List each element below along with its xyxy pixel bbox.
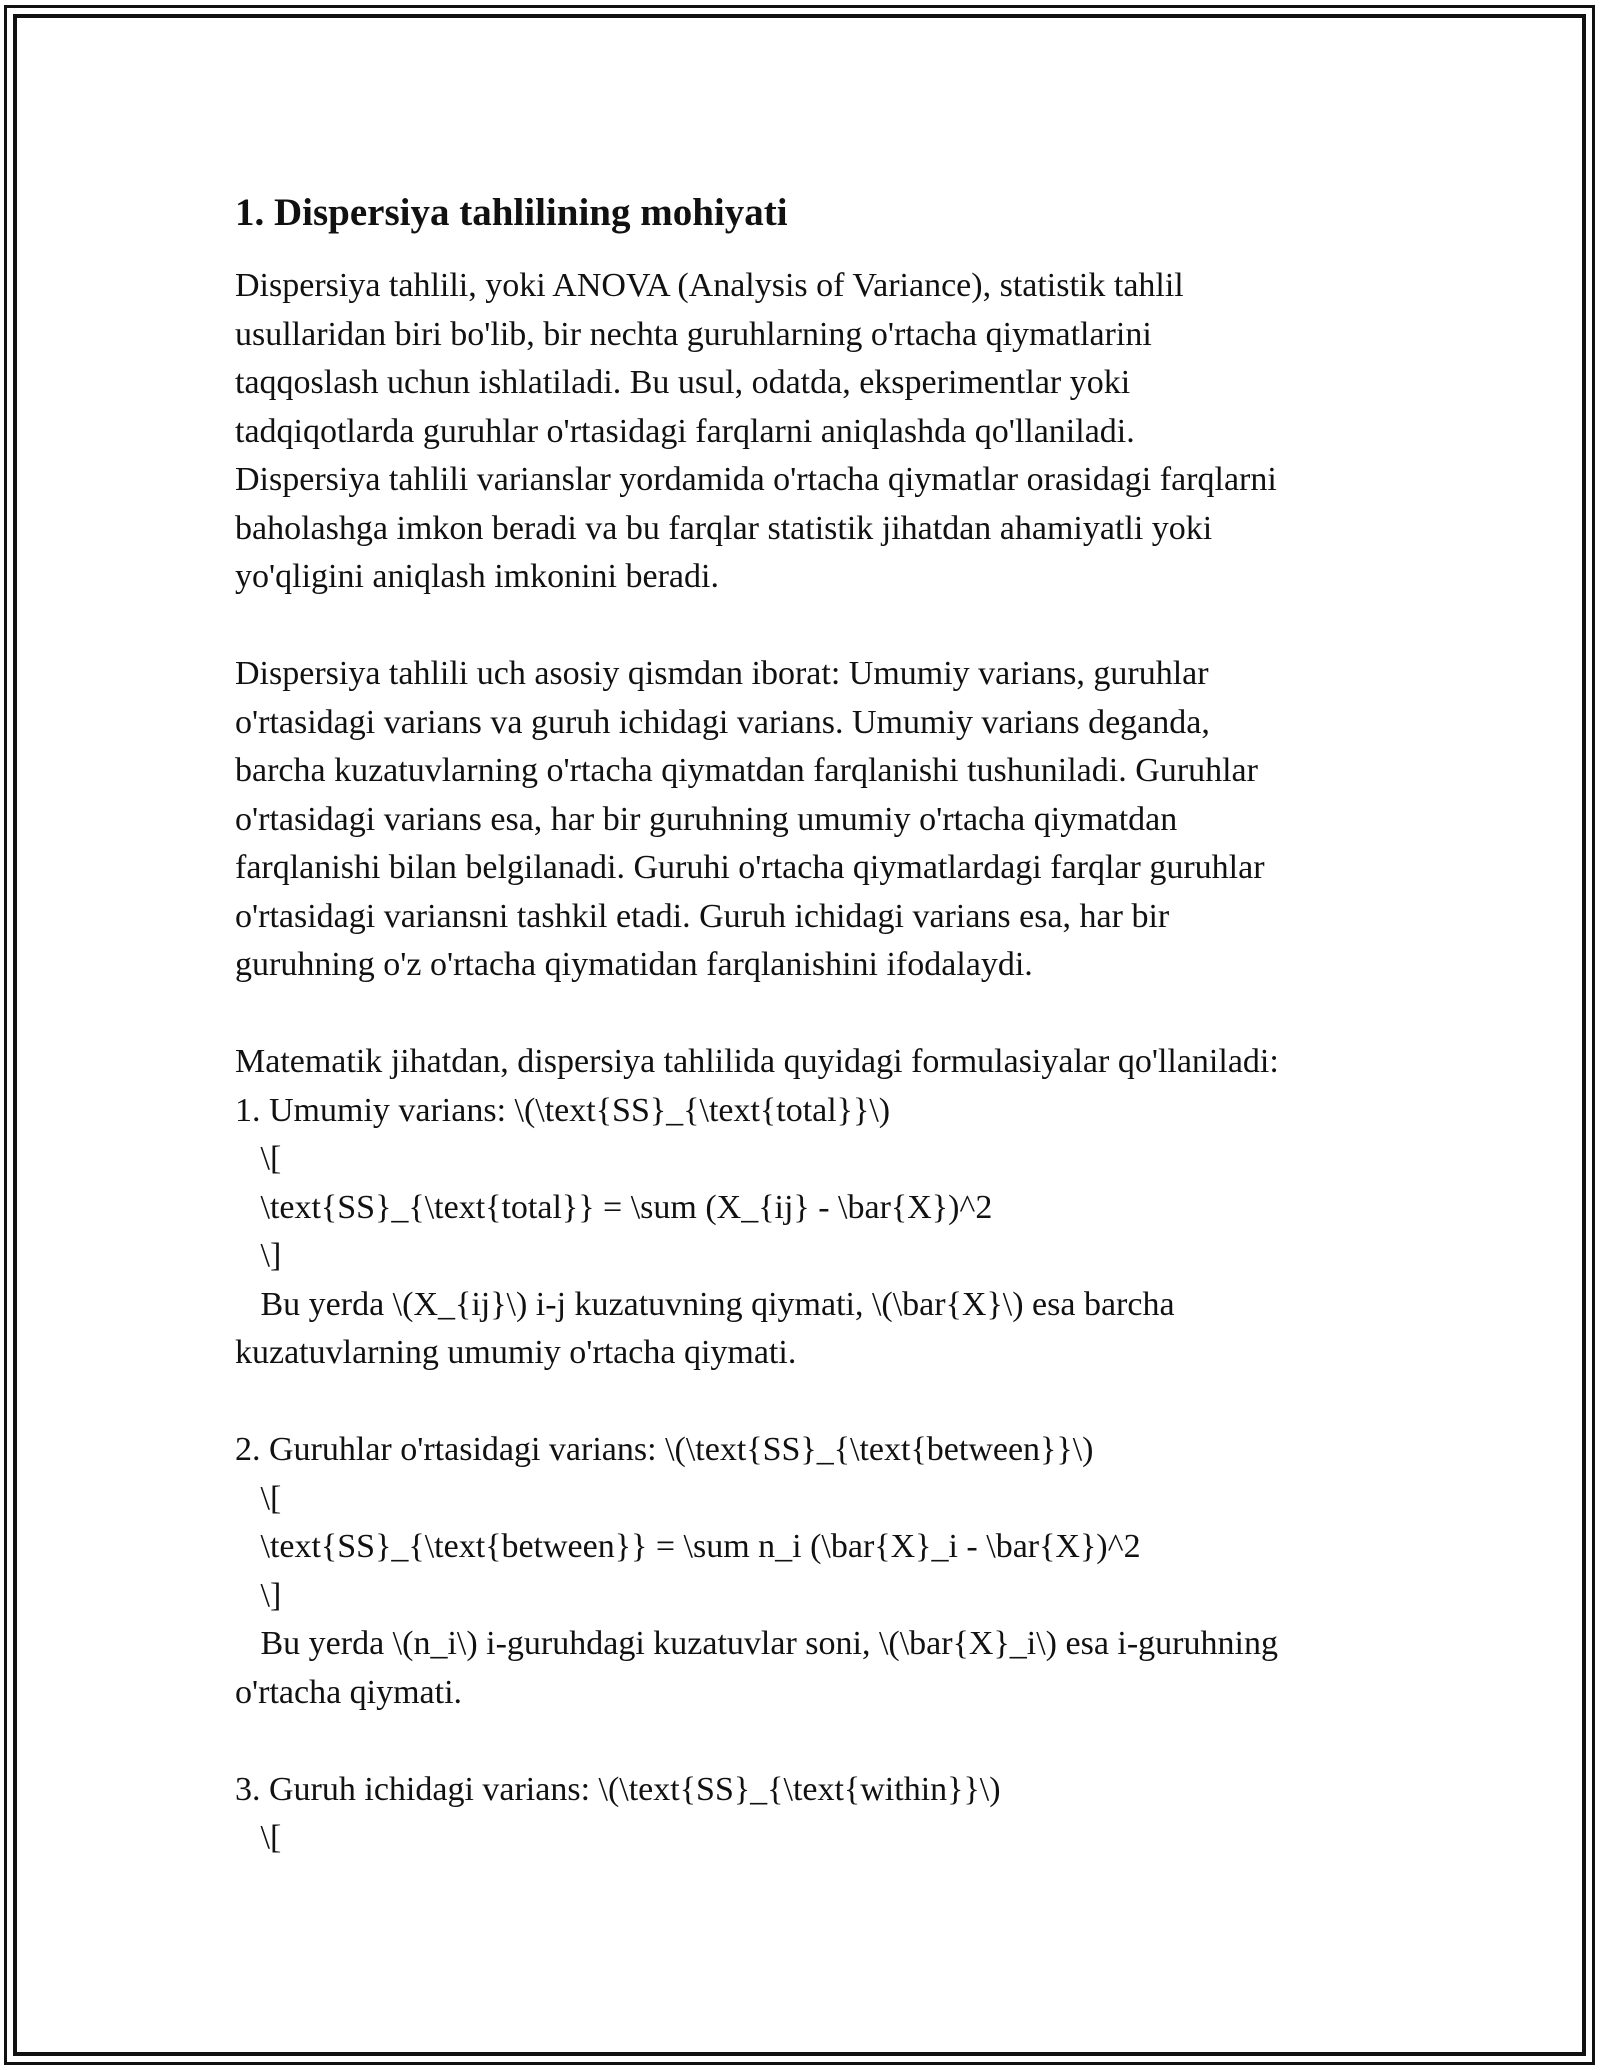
text-line: \] (235, 1576, 282, 1614)
text-line: farqlanishi bilan belgilanadi. Guruhi o'rtacha qiymatlardagi farqlar guruhlar (235, 849, 1265, 886)
section-heading: 1. Dispersiya tahlilining mohiyati (235, 191, 788, 234)
text-line: \text{SS}_{\text{total}} = \sum (X_{ij} - \bar{X})^2 (235, 1188, 993, 1226)
text-line: Bu yerda \(X_{ij}\) i-j kuzatuvning qiymati, \(\bar{X}\) esa barcha (235, 1285, 1175, 1323)
blank-line (235, 990, 1375, 1039)
text-line: \[ (235, 1479, 282, 1517)
blank-line (235, 1378, 1375, 1427)
text-line: \] (235, 1237, 282, 1274)
text-line: 3. Guruh ichidagi varians: \(\text{SS}_{\text{within}}\) (235, 1770, 1001, 1808)
text-line: o'rtasidagi variansni tashkil etadi. Guruh ichidagi varians esa, har bir (235, 897, 1170, 935)
text-line: Bu yerda \(n_i\) i-guruhdagi kuzatuvlar soni, \(\bar{X}_i\) esa i-guruhning (235, 1625, 1278, 1662)
text-line: Dispersiya tahlili uch asosiy qismdan iborat: Umumiy varians, guruhlar (235, 655, 1209, 692)
blank-line (235, 1717, 1375, 1766)
text-line: o'rtasidagi varians va guruh ichidagi varians. Umumiy varians deganda, (235, 703, 1210, 741)
text-line: usullaridan biri bo'lib, bir nechta guruhlarning o'rtacha qiymatlarini (235, 315, 1152, 353)
text-line: \text{SS}_{\text{between}} = \sum n_i (\bar{X}_i - \bar{X})^2 (235, 1528, 1141, 1565)
text-line: o'rtacha qiymati. (235, 1673, 463, 1711)
text-line: Matematik jihatdan, dispersiya tahlilida quyidagi formulasiyalar qo'llaniladi: (235, 1043, 1279, 1080)
text-line: 1. Umumiy varians: \(\text{SS}_{\text{total}}\) (235, 1091, 891, 1129)
text-line: kuzatuvlarning umumiy o'rtacha qiymati. (235, 1334, 797, 1371)
text-line: tadqiqotlarda guruhlar o'rtasidagi farqlarni aniqlashda qo'llaniladi. (235, 412, 1135, 450)
document-body (235, 186, 1375, 1863)
text-line: barcha kuzatuvlarning o'rtacha qiymatdan farqlanishi tushuniladi. Guruhlar (235, 752, 1258, 789)
text-line: 2. Guruhlar o'rtasidagi varians: \(\text{SS}_{\text{between}}\) (235, 1431, 1094, 1468)
text-line: taqqoslash uchun ishlatiladi. Bu usul, odatda, eksperimentlar yoki (235, 364, 1131, 401)
text-line: \[ (235, 1819, 282, 1856)
text-line: o'rtasidagi varians esa, har bir guruhning umumiy o'rtacha qiymatdan (235, 800, 1178, 838)
text-lines (235, 262, 1375, 1863)
blank-line (235, 602, 1375, 651)
text-line: Dispersiya tahlili varianslar yordamida o'rtacha qiymatlar orasidagi farqlarni (235, 461, 1277, 498)
text-line: yo'qligini aniqlash imkonini beradi. (235, 558, 719, 595)
text-line: guruhning o'z o'rtacha qiymatidan farqlanishini ifodalaydi. (235, 946, 1033, 983)
text-line: baholashga imkon beradi va bu farqlar statistik jihatdan ahamiyatli yoki (235, 509, 1213, 547)
text-line: \[ (235, 1140, 282, 1177)
text-line: Dispersiya tahlili, yoki ANOVA (Analysis of Variance), statistik tahlil (235, 267, 1184, 304)
